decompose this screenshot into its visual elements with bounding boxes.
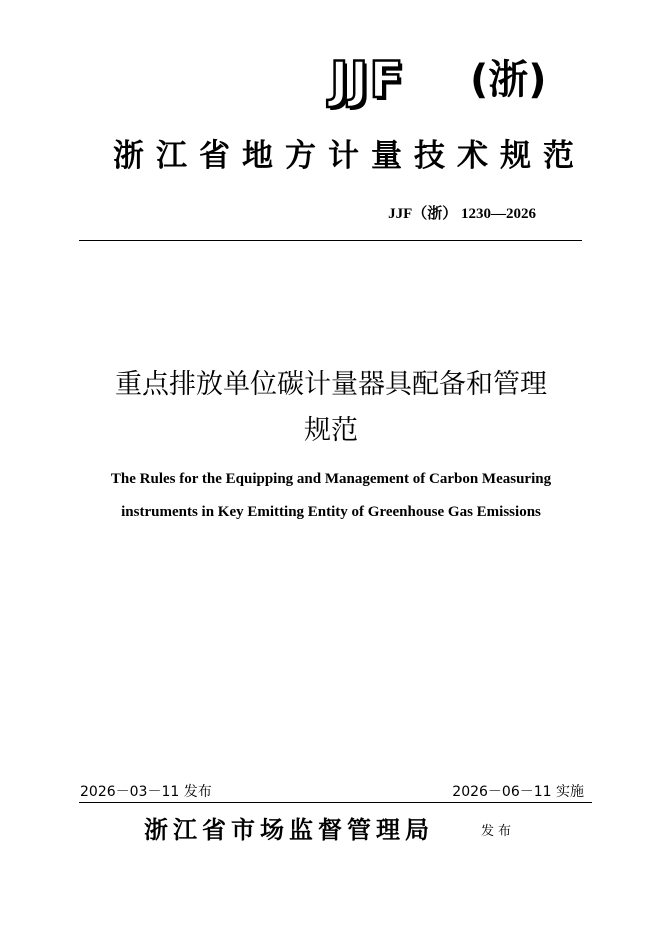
publisher-name: 浙江省市场监督管理局: [144, 815, 434, 844]
title-en-line-2: instruments in Key Emitting Entity of Greenhouse Gas Emissions: [121, 504, 541, 520]
logo-mark: JJF: [330, 51, 405, 109]
document-title-en: [0, 463, 662, 529]
document-title-zh: [0, 362, 662, 454]
effective-date: 2026－06－11 实施: [452, 784, 584, 800]
logo-suffix: (浙): [470, 57, 547, 103]
title-zh-line-1: 重点排放单位碳计量器具配备和管理: [115, 369, 547, 400]
standard-code: JJF（浙） 1230—2026: [388, 206, 536, 222]
footer-divider: [79, 802, 592, 803]
publish-label: 发布: [481, 824, 516, 839]
standard-category-title: 浙江省地方计量技术规范: [113, 138, 586, 174]
title-zh-line-2: 规范: [304, 415, 358, 446]
title-en-line-1: The Rules for the Equipping and Management of Carbon Measuring: [110, 471, 552, 487]
header-divider: [79, 240, 582, 241]
issue-date: 2026－03－11 发布: [80, 784, 212, 800]
standard-logo: [330, 50, 550, 110]
